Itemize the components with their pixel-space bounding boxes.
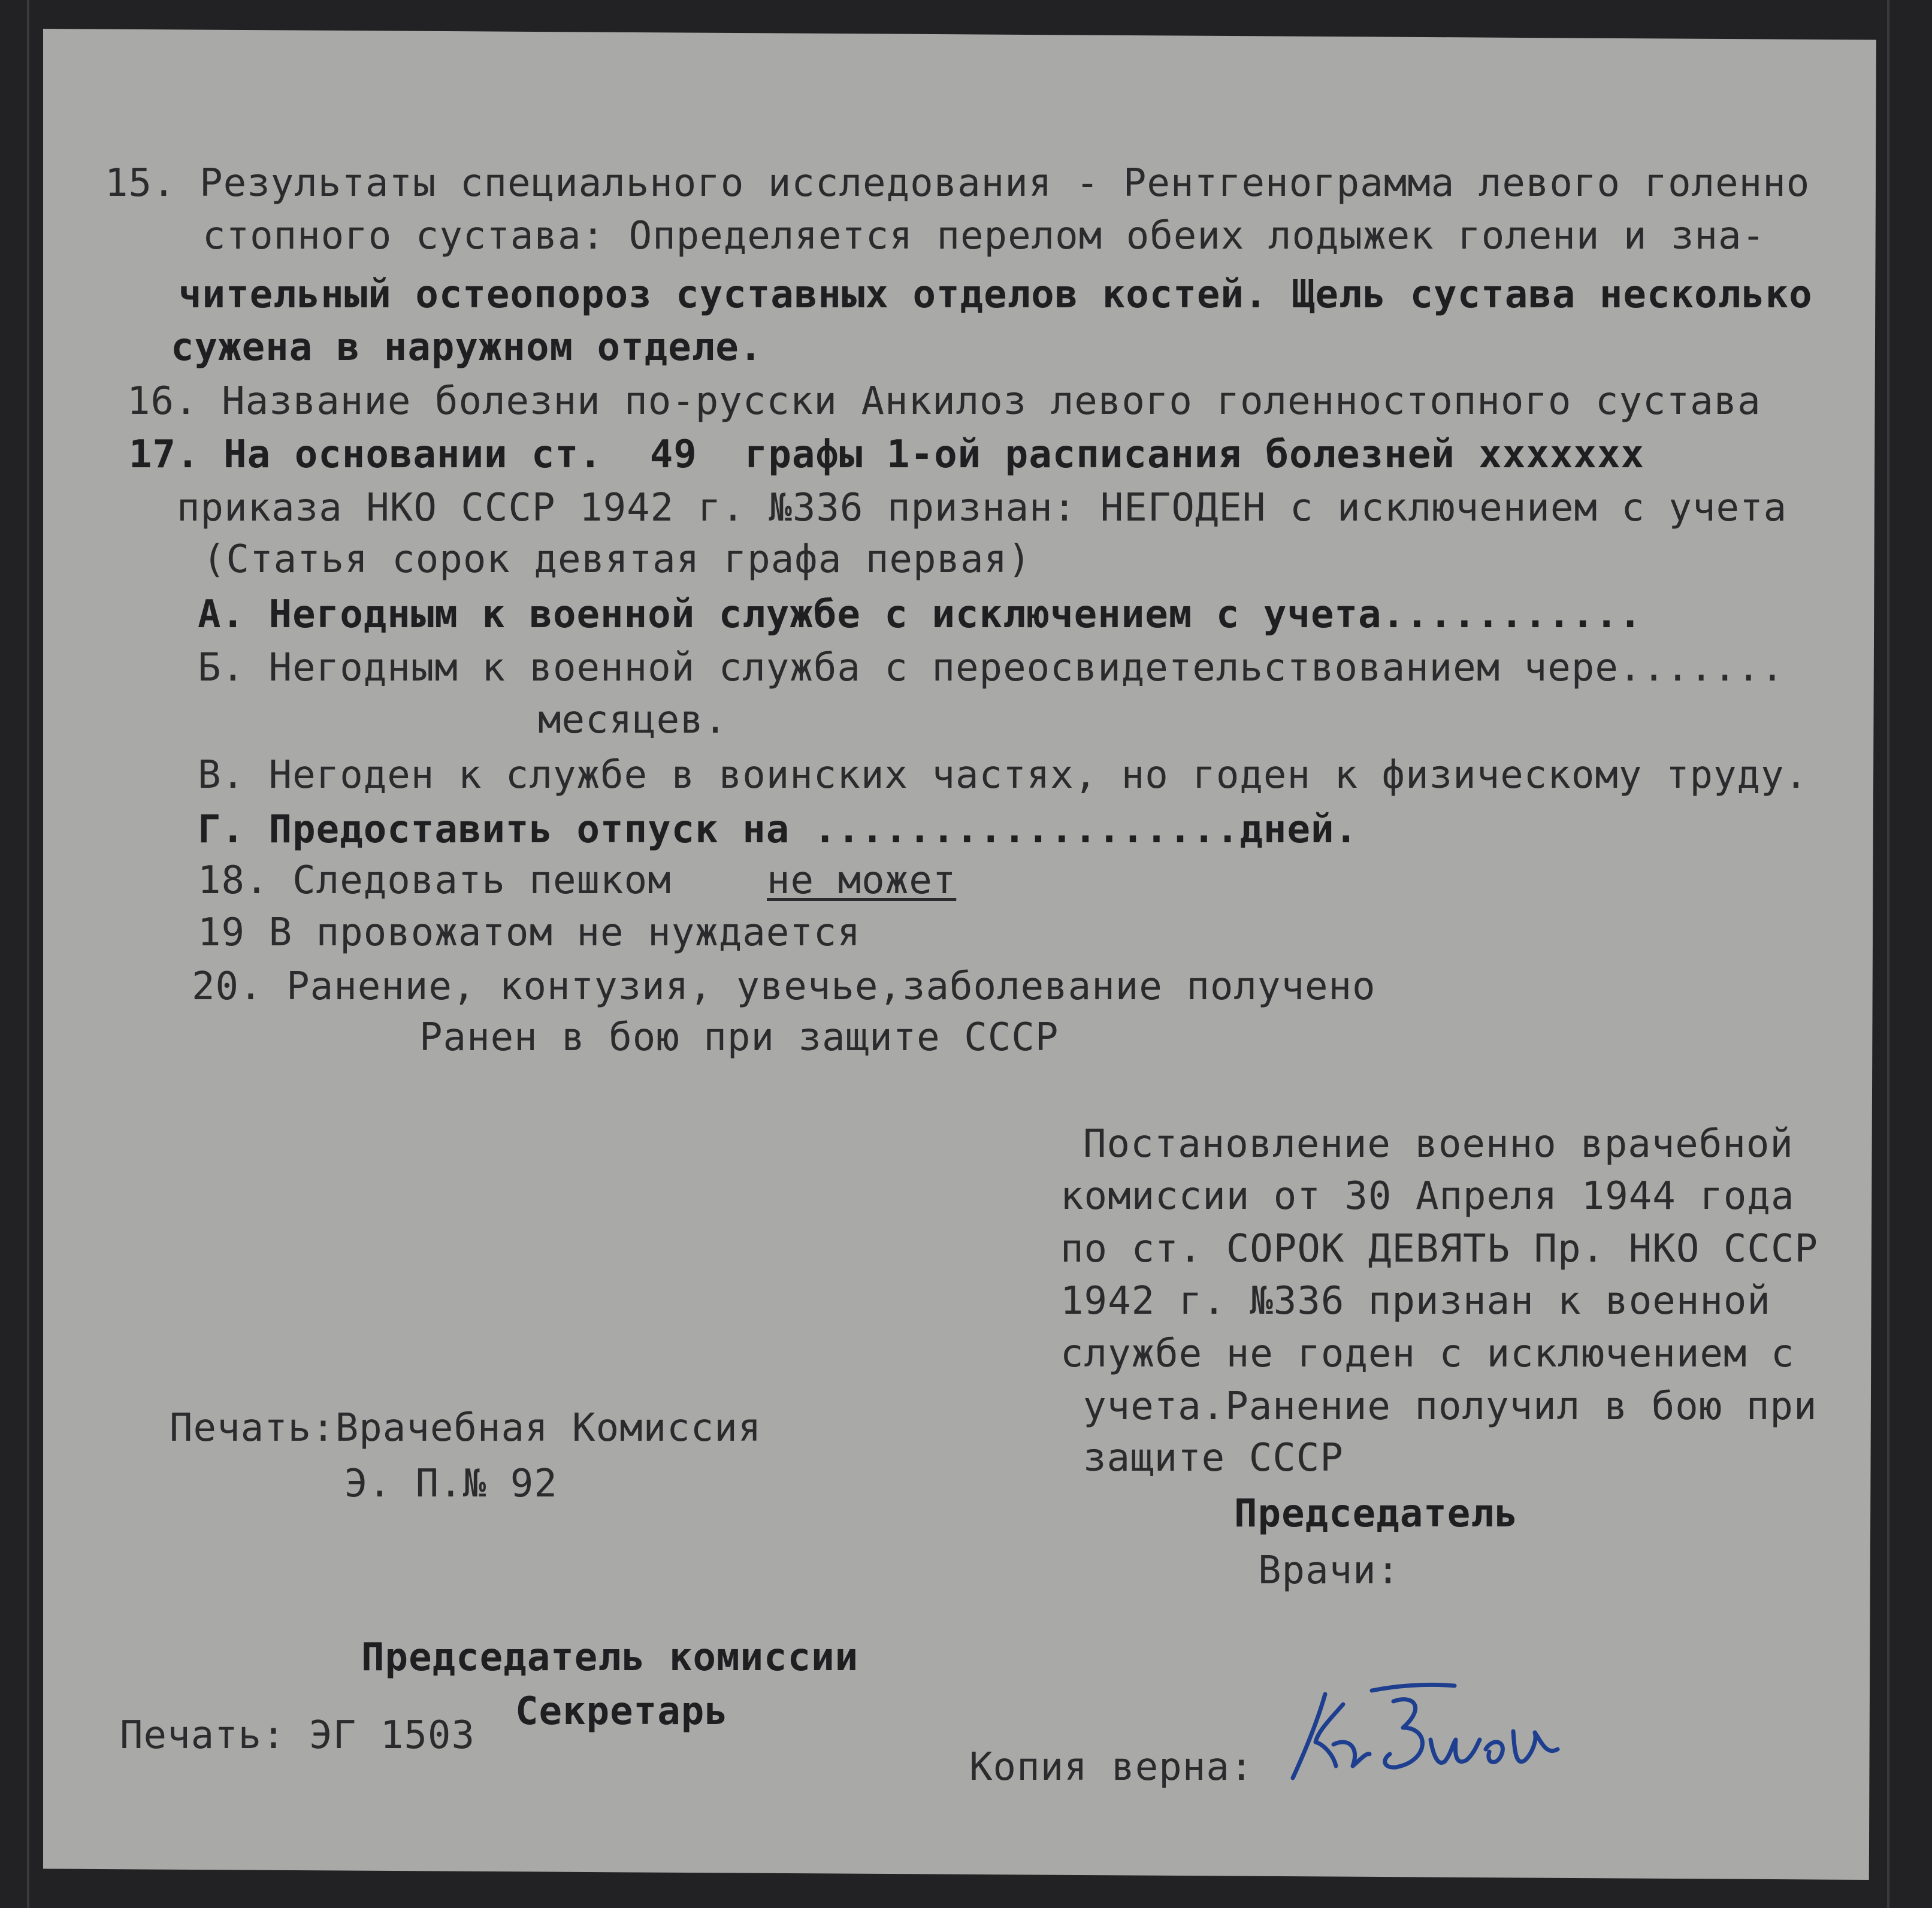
- item-17-g: Г. Предоставить отпуск на ..................дней.: [198, 808, 1359, 852]
- item-20-line-1: 20. Ранение, контузия, увечье,заболевание получено: [192, 964, 1376, 1009]
- resolution-line-5: службе не годен с исключением с: [1060, 1332, 1795, 1376]
- item-20-line-2: Ранен в бою при защите СССР: [419, 1015, 1059, 1060]
- item-17-b-line-1: Б. Негодным к военной служба с переосвидетельствованием чере.......: [198, 646, 1785, 690]
- stamp-medical-commission-line-1: Печать:Врачебная Комиссия: [170, 1406, 762, 1450]
- item-19: 19 В провожатом не нуждается: [198, 911, 861, 955]
- resolution-line-4: 1942 г. №336 признан к военной: [1060, 1279, 1771, 1323]
- resolution-line-6: учета.Ранение получил в бою при: [1083, 1384, 1818, 1429]
- handwritten-signature: [1276, 1677, 1564, 1797]
- resolution-line-2: комиссии от 30 Апреля 1944 года: [1060, 1174, 1795, 1218]
- item-17-a: А. Негодным к военной службе с исключением с учета...........: [198, 592, 1643, 637]
- item-17-b-line-2: месяцев.: [538, 698, 728, 742]
- item-15-line-4: сужена в наружном отделе.: [171, 325, 763, 370]
- secretary-label: Секретарь: [515, 1689, 728, 1734]
- item-18-value: не может: [767, 858, 957, 903]
- item-17-line-1: 17. На основании ст. 49 графы 1-ой расписания болезней xxxxxxx: [129, 433, 1644, 477]
- item-18-label: 18. Следовать пешком: [198, 858, 672, 903]
- resolution-line-3: по ст. СОРОК ДЕВЯТЬ Пр. НКО СССР: [1060, 1227, 1818, 1271]
- item-17-line-3: (Статья сорок девятая графа первая): [202, 537, 1032, 582]
- item-15-line-2: стопного сустава: Определяется перелом обеих лодыжек голени и зна-: [202, 214, 1766, 258]
- stamp-eg-label: Печать: ЭГ 1503: [120, 1713, 475, 1758]
- copy-certified-label: Копия верна:: [969, 1745, 1254, 1789]
- resolution-line-7: защите СССР: [1083, 1436, 1344, 1480]
- item-16: 16. Название болезни по-русски Анкилоз левого голенностопного сустава: [127, 379, 1761, 424]
- stamp-medical-commission-line-2: Э. П.№ 92: [344, 1462, 558, 1506]
- resolution-line-1: Постановление военно врачебной: [1083, 1122, 1794, 1166]
- resolution-chairman: Председатель: [1234, 1492, 1519, 1536]
- frame-edge-left: [27, 0, 29, 1908]
- item-15-line-3: чительный остеопороз суставных отделов костей. Щель сустава несколько: [179, 273, 1813, 317]
- item-17-line-2: приказа НКО СССР 1942 г. №336 признан: НЕГОДЕН с исключением с учета: [177, 486, 1788, 530]
- frame-edge-right: [1887, 0, 1889, 1908]
- commission-chairman-label: Председатель комиссии: [361, 1635, 859, 1680]
- item-17-v: В. Негоден к службе в воинских частях, но годен к физическому труду.: [198, 753, 1809, 797]
- item-15-line-1: 15. Результаты специального исследования - Рентгенограмма левого голенно: [105, 161, 1810, 205]
- resolution-doctors: Врачи:: [1258, 1549, 1401, 1593]
